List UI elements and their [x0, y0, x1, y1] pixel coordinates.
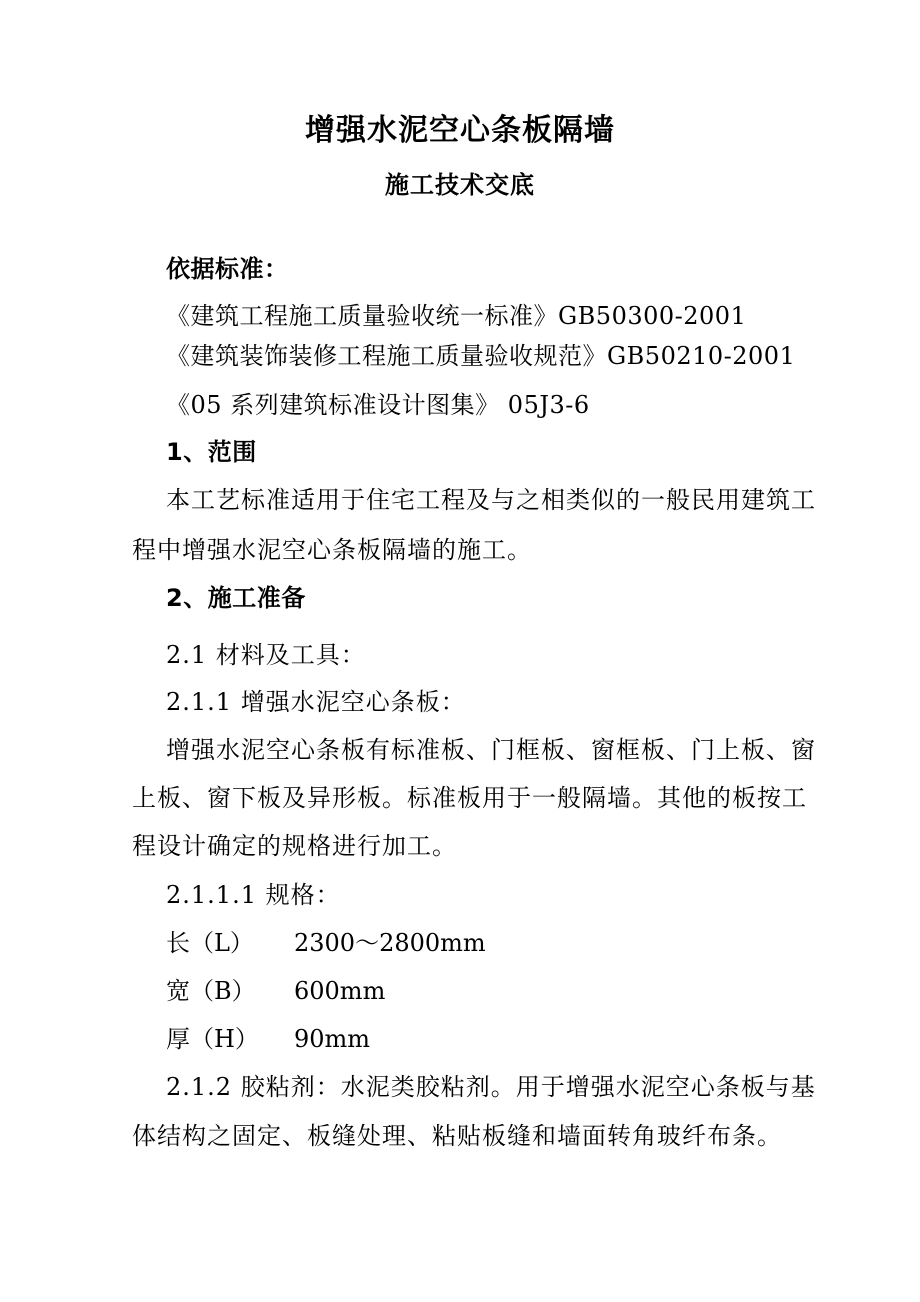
board-description-line: 增强水泥空心条板有标准板、门框板、窗框板、门上板、窗 — [166, 736, 816, 764]
document-subtitle: 施工技术交底 — [385, 171, 535, 199]
spec-label-thickness: 厚（H） — [166, 1025, 259, 1053]
board-description-line: 上板、窗下板及异形板。标准板用于一般隔墙。其他的板按工 — [132, 784, 807, 812]
spec-value-length: 2300～2800mm — [294, 929, 486, 957]
adhesive-line: 体结构之固定、板缝处理、粘贴板缝和墙面转角玻纤布条。 — [132, 1122, 782, 1150]
subsection-2-1: 2.1 材料及工具： — [166, 641, 366, 669]
standard-item: 《建筑工程施工质量验收统一标准》GB50300-2001 — [166, 302, 747, 330]
board-description-line: 程设计确定的规格进行加工。 — [132, 832, 457, 860]
spec-label-length: 长（L） — [166, 929, 254, 957]
basis-heading: 依据标准： — [166, 255, 289, 283]
standard-item: 《建筑装饰装修工程施工质量验收规范》GB50210-2001 — [166, 342, 796, 370]
section1-heading: 1、范围 — [166, 438, 257, 466]
document-title: 增强水泥空心条板隔墙 — [305, 113, 615, 148]
subsection-2-1-1: 2.1.1 增强水泥空心条板： — [166, 688, 466, 716]
section1-line: 本工艺标准适用于住宅工程及与之相类似的一般民用建筑工 — [166, 486, 816, 514]
adhesive-line: 2.1.2 胶粘剂：水泥类胶粘剂。用于增强水泥空心条板与基 — [166, 1073, 816, 1101]
standard-item: 《05 系列建筑标准设计图集》 05J3-6 — [166, 391, 590, 419]
section2-heading: 2、施工准备 — [166, 584, 306, 612]
spec-value-width: 600mm — [294, 977, 386, 1005]
subsection-2-1-1-1: 2.1.1.1 规格： — [166, 881, 341, 909]
spec-value-thickness: 90mm — [294, 1025, 371, 1053]
spec-label-width: 宽（B） — [166, 977, 256, 1005]
section1-line: 程中增强水泥空心条板隔墙的施工。 — [132, 536, 532, 564]
